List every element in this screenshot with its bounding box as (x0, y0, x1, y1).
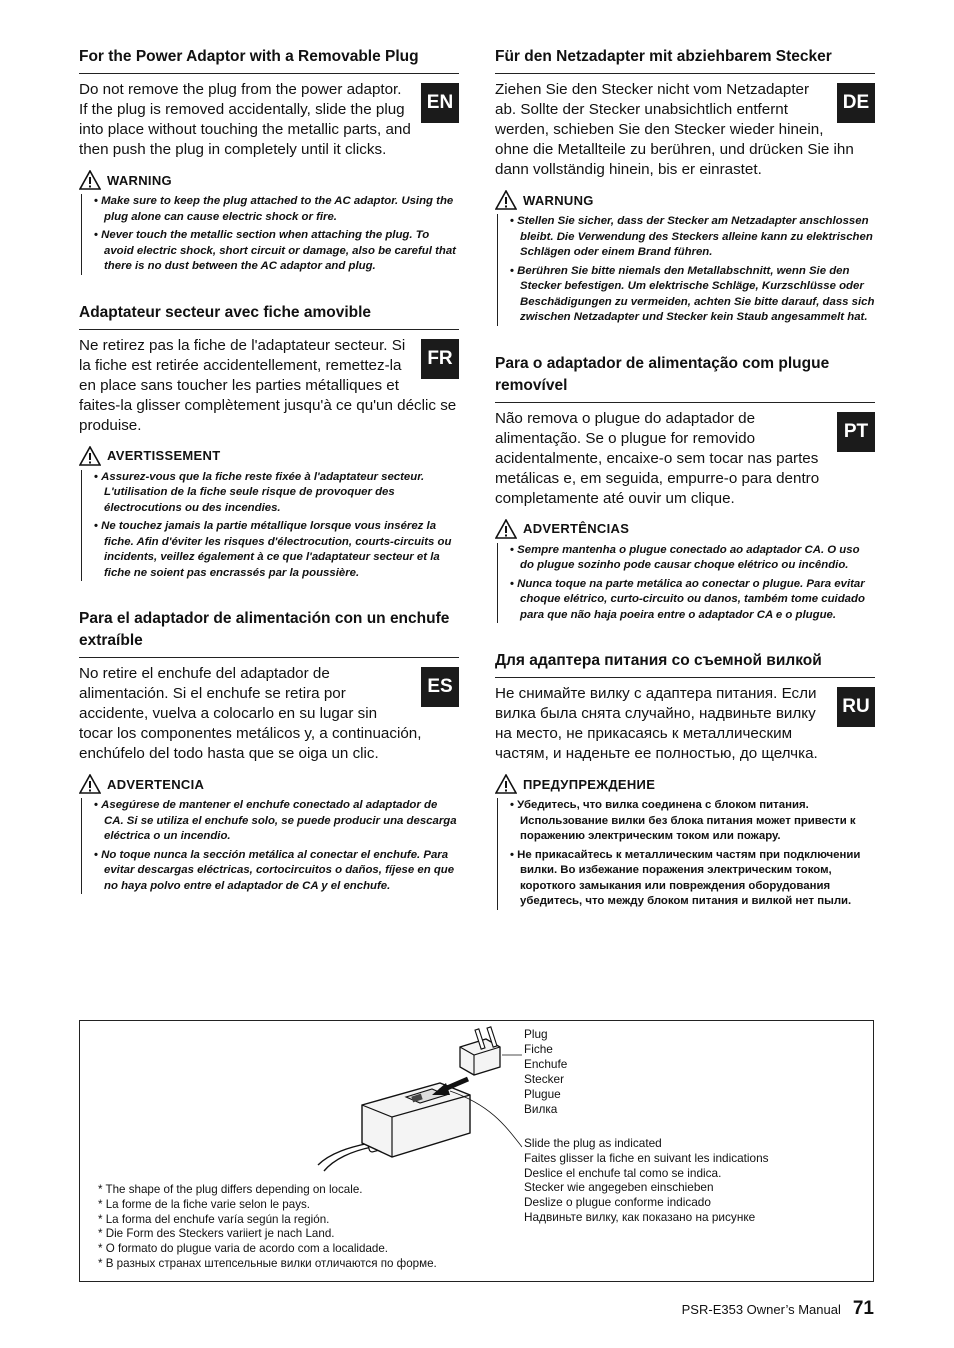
plug-label: Plugue (524, 1087, 561, 1101)
section-ru (495, 650, 875, 910)
section-pt (495, 353, 875, 624)
section-en (79, 46, 459, 275)
figure-note: * La forma del enchufe varía según la región. (98, 1212, 330, 1226)
warning-icon (495, 190, 517, 210)
section-fr (79, 302, 459, 582)
section-es (79, 608, 459, 894)
section-heading: Для адаптера питания со съемной вилкой (495, 650, 875, 678)
warning-box (81, 470, 459, 582)
section-body: PT Não remova o plugue do adaptador de alimentação. Se o plugue for removido acidentalmente, encaixe-o sem tocar nas partes metálicas e, em seguida, empurre-o para dentro completamente até ouvir um clique. (495, 409, 875, 509)
warning-item: • Make sure to keep the plug attached to the AC adaptor. Using the plug alone can cause electric shock or fire. (88, 194, 459, 225)
figure-note: * O formato do plugue varia de acordo com a localidade. (98, 1242, 389, 1256)
slide-instruction: Slide the plug as indicated (524, 1136, 662, 1150)
slide-instructions (524, 1136, 769, 1225)
language-badge: EN (421, 83, 459, 123)
slide-instruction: Deslize o plugue conforme indicado (524, 1195, 711, 1210)
warning-icon (79, 774, 101, 794)
warning-heading: WARNUNG (495, 190, 875, 210)
warning-box (81, 194, 459, 275)
warning-icon (79, 446, 101, 466)
figure-note: * The shape of the plug differs depending on locale. (98, 1183, 363, 1196)
warning-box (497, 798, 875, 910)
manual-title: PSR-E353 Owner’s Manual (681, 1302, 841, 1317)
plug-label: Fiche (524, 1042, 553, 1056)
warning-item: • Nunca toque na parte metálica ao conectar o plugue. Para evitar choque elétrico, curto-circuito ou danos, também tome cuidado para que não haja poeira entre o adaptador CA e o plugue. (504, 577, 875, 624)
page-footer (682, 1298, 874, 1320)
plug-label: Plug (524, 1027, 548, 1041)
section-heading: Para el adaptador de alimentación con un enchufe extraíble (79, 608, 459, 658)
warning-heading: ПРЕДУПРЕЖДЕНИЕ (495, 774, 875, 794)
warning-item: • Ne touchez jamais la partie métallique lorsque vous insérez la fiche. Afin d'éviter les risques d'électrocution, courts-circuits ou incidents, veillez également à ce que l'adaptateur secteur et la fiche ne soient pas encrassés par la poussière. (88, 519, 459, 581)
section-de (495, 46, 875, 326)
plug-label: Stecker (524, 1072, 564, 1086)
plug-labels (524, 1027, 567, 1117)
language-badge: PT (837, 412, 875, 452)
warning-item: • Не прикасайтесь к металлическим частям при подключении вилки. Во избежание поражения электрическим током, короткого замыкания или повреждения оборудования убедитесь, что между блоком питания и вилкой нет пыли. (504, 848, 875, 910)
figure-note: * В разных странах штепсельные вилки отличаются по форме. (98, 1256, 437, 1270)
warning-icon (79, 170, 101, 190)
figure-note: * La forme de la fiche varie selon le pays. (98, 1197, 311, 1211)
slide-instruction: Stecker wie angegeben einschieben (524, 1180, 714, 1195)
page-number: 71 (852, 1298, 874, 1319)
warning-box (81, 798, 459, 894)
section-body: FR Ne retirez pas la fiche de l'adaptateur secteur. Si la fiche est retirée accidentellement, remettez-la en place sans toucher les parties métalliques et faites-la glisser complètement jusqu'à ce qu'un déclic se produise. (79, 336, 459, 436)
warning-item: • Asegúrese de mantener el enchufe conectado al adaptador de CA. Si se utiliza el enchufe solo, se puede producir una descarga eléctrica o un incendio. (88, 798, 459, 845)
warning-icon (495, 519, 517, 539)
figure-note: * Die Form des Steckers variiert je nach Land. (98, 1227, 335, 1241)
warning-box (497, 214, 875, 326)
warning-item: • Sempre mantenha o plugue conectado ao adaptador CA. O uso do plugue sozinho pode causar choque elétrico ou incêndio. (504, 543, 875, 574)
ac-adaptor-illustration (300, 1025, 560, 1185)
warning-icon (495, 774, 517, 794)
warning-box (497, 543, 875, 624)
language-badge: ES (421, 667, 459, 707)
slide-instruction: Faites glisser la fiche en suivant les indications (524, 1150, 769, 1165)
plug-figure (79, 1020, 874, 1282)
warning-heading: WARNING (79, 170, 459, 190)
warning-item: • Убедитесь, что вилка соединена с блоком питания. Использование вилки без блока питания может привести к поражению электрическим током или пожару. (504, 798, 875, 845)
plug-label: Enchufe (524, 1057, 568, 1071)
section-heading: Adaptateur secteur avec fiche amovible (79, 302, 459, 330)
section-heading: Para o adaptador de alimentação com plugue removível (495, 353, 875, 403)
section-body: DE Ziehen Sie den Stecker nicht vom Netzadapter ab. Sollte der Stecker unabsichtlich entfernt werden, schieben Sie den Stecker wieder hinein, ohne die Metallteile zu berühren, und drücken Sie ihn dann vollständig hinein, bis er einrastet. (495, 80, 875, 180)
figure-notes (98, 1183, 437, 1272)
warning-heading: ADVERTÊNCIAS (495, 519, 875, 539)
warning-heading: AVERTISSEMENT (79, 446, 459, 466)
right-column (495, 46, 875, 913)
section-body: EN Do not remove the plug from the power adaptor. If the plug is removed accidentally, slide the plug into place without touching the metallic parts, and then push the plug in completely until it clicks. (79, 80, 459, 160)
warning-item: • Never touch the metallic section when attaching the plug. To avoid electric shock, short circuit or damage, also be careful that there is no dust between the AC adaptor and plug. (88, 228, 459, 275)
warning-heading: ADVERTENCIA (79, 774, 459, 794)
warning-item: • Stellen Sie sicher, dass der Stecker am Netzadapter anschlossen bleibt. Die Verwendung des Steckers alleine kann zu elektrischen Schlägen oder einem Brand führen. (504, 214, 875, 261)
warning-item: • Berühren Sie bitte niemals den Metallabschnitt, wenn Sie den Stecker befestigen. Um elektrische Schläge, Kurzschlüsse oder Beschädigungen zu vermeiden, achten Sie bitte darauf, dass sich zwischen Netzadapter und Stecker kein Staub angesammelt hat. (504, 264, 875, 326)
warning-item: • No toque nunca la sección metálica al conectar el enchufe. Para evitar descargas eléctricas, cortocircuitos o daños, fíjese en que no haya polvo entre el adaptador de CA y el enchufe. (88, 848, 459, 895)
left-column (79, 46, 459, 897)
language-badge: RU (837, 687, 875, 727)
warning-item: • Assurez-vous que la fiche reste fixée à l'adaptateur secteur. L'utilisation de la fiche seule risque de provoquer des électrocutions ou des incendies. (88, 470, 459, 517)
language-badge: FR (421, 339, 459, 379)
plug-label: Вилка (524, 1102, 558, 1116)
slide-instruction: Deslice el enchufe tal como se indica. (524, 1165, 722, 1180)
slide-instruction: Надвиньте вилку, как показано на рисунке (524, 1209, 756, 1224)
section-body: ES No retire el enchufe del adaptador de alimentación. Si el enchufe se retira por accidente, vuelva a colocarlo en su lugar sin tocar los componentes metálicos y, a continuación, enchúfelo del todo hasta que se oiga un clic. (79, 664, 459, 764)
section-heading: For the Power Adaptor with a Removable Plug (79, 46, 459, 74)
language-badge: DE (837, 83, 875, 123)
section-body: RU Не снимайте вилку с адаптера питания. Если вилка была снята случайно, надвиньте вилку на место, не прикасаясь к металлическим частям, и наденьте ее полностью, до щелчка. (495, 684, 875, 764)
section-heading: Für den Netzadapter mit abziehbarem Stecker (495, 46, 875, 74)
